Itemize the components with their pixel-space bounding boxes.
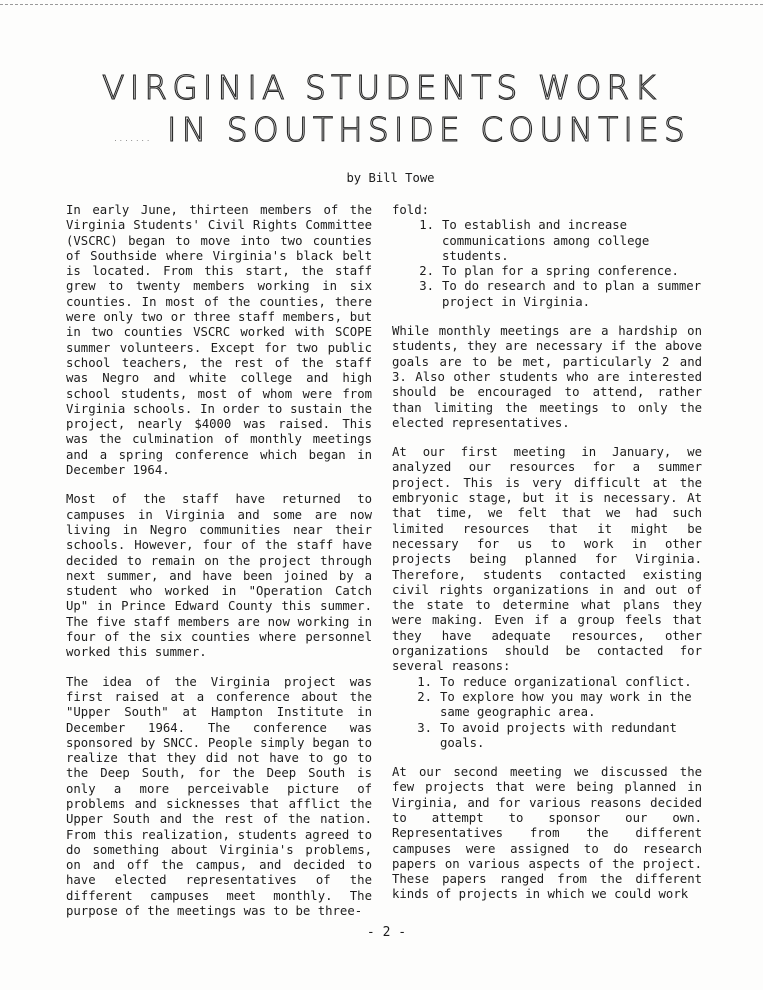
list-item [392, 264, 702, 279]
list-number: 1. [417, 674, 432, 689]
paragraph: At our second meeting we discussed the few projects that were being planned in Virginia, and for various reasons decided to attempt to sponsor our own. Representatives from the different campuses were assigned to do research papers on various aspects of the project. These papers ranged from the different kinds of projects in which we could work [392, 765, 702, 902]
list-number: 3. [419, 279, 434, 294]
list-number: 2. [417, 689, 432, 704]
list-item [392, 279, 702, 310]
paragraph: While monthly meetings are a hardship on students, they are necessary if the above goals are to be met, particularly 2 and 3. Also other students who are interested should be encouraged to attend, rather than limiting the meetings to only the elected representatives. [392, 324, 702, 430]
list-item [392, 218, 702, 264]
page-number: - 2 - [366, 925, 407, 940]
goals-list [392, 218, 702, 310]
right-column [392, 203, 702, 917]
top-border [0, 4, 763, 5]
list-item [392, 690, 702, 721]
left-column [66, 203, 372, 933]
headline-line-2-text: IN SOUTHSIDE COUNTIES [166, 110, 690, 149]
list-number: 2. [419, 264, 434, 279]
list-text: To plan for a spring conference. [442, 264, 679, 279]
reasons-list [392, 675, 702, 751]
list-item [392, 675, 702, 690]
paragraph: The idea of the Virginia project was first raised at a conference about the "Upper South" at Hampton Institute in December 1964. The conference was sponsored by SNCC. People simply began to realize that they did not have to go to the Deep South, for the Deep South is only a more perceivable picture of problems and sicknesses that afflict the Upper South and the rest of the nation. From this realization, students agreed to do something about Virginia's problems, on and off the campus, and decided to have elected representatives of the different campuses meet monthly. The purpose of the meetings was to be three- [66, 674, 372, 919]
list-text: To do research and to plan a summer project in Virginia. [442, 279, 702, 309]
list-text: To explore how you may work in the same geographic area. [440, 689, 692, 720]
list-text: To reduce organizational conflict. [440, 674, 692, 689]
list-item [392, 721, 702, 752]
paragraph: Most of the staff have returned to campuses in Virginia and some are now living in Negro communities near their schools. However, four of the staff have decided to remain on the project through next summer, and have been joined by a student who worked in "Operation Catch Up" in Prince Edward County this summer. The five staff members are now working in four of the six counties where personnel worked this summer. [66, 492, 372, 660]
paragraph: At our first meeting in January, we analyzed our resources for a summer project. This is very difficult at the embryonic stage, but it is necessary. At that time, we felt that we had such limited resources that it might be necessary for us to work in other projects being planned for Virginia. Therefore, students contacted existing civil rights organizations in and out of the state to determine what plans they were making. Even if a group feels that they have adequate resources, other organizations should be contacted for several reasons: [392, 445, 702, 674]
byline: by Bill Towe [346, 171, 435, 185]
paragraph-lead: fold: [392, 203, 430, 217]
headline-line-2 [40, 110, 763, 149]
list-number: 1. [419, 218, 434, 233]
headline-leader-dots: ....... [113, 129, 152, 145]
list-text: To establish and increase communications among college students. [442, 218, 650, 263]
list-number: 3. [417, 720, 432, 735]
list-text: To avoid projects with redundant goals. [440, 720, 677, 750]
paragraph: In early June, thirteen members of the Virginia Students' Civil Rights Committee (VSCRC) began to move into two counties of Southside where Virginia's black belt is located. From this start, the staff grew to twenty members working in six counties. In most of the counties, there were only two or three staff members, but in two counties VSCRC worked with SCOPE summer volunteers. Except for two public school teachers, the rest of the staff was Negro and white college and high school students, most of whom were from Virginia schools. In order to sustain the project, nearly $4000 was raised. This was the culmination of monthly meetings and a spring conference which began in December 1964. [66, 203, 372, 478]
headline-line-1: VIRGINIA STUDENTS WORK [102, 68, 661, 107]
